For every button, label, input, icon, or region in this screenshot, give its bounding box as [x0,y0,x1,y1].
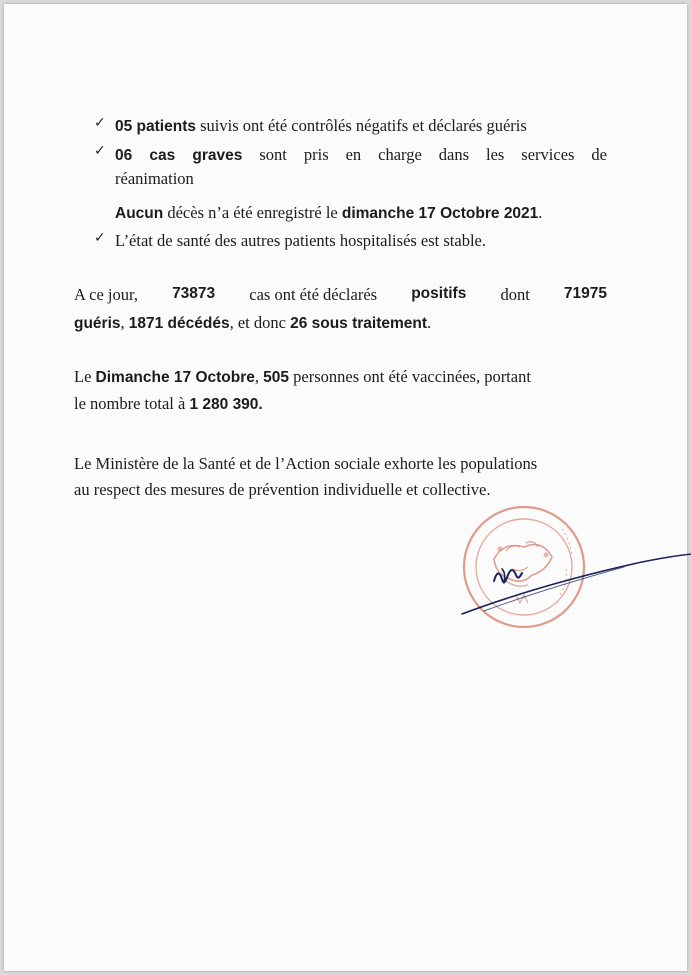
no-death-line: Aucun décès n’a été enregistré le dimanche 17 Octobre 2021. [115,203,543,222]
summary-line-2: guéris, 1871 décédés, et donc 26 sous traitement. [74,313,432,332]
bullet-stable-patients: L’état de santé des autres patients hospitalisés est stable. [115,231,487,250]
check-icon: ✓ [94,115,106,131]
vaccination-line-1: Le Dimanche 17 Octobre, 505 personnes ont été vaccinées, portant [74,367,531,386]
document-page [4,4,687,971]
vaccination-line-2: le nombre total à 1 280 390. [74,394,263,413]
check-icon: ✓ [94,143,106,159]
signature [462,554,691,614]
official-stamp-signature [454,499,691,649]
stamp-seal [464,507,584,627]
exhortation-line-2: au respect des mesures de prévention individuelle et collective. [74,480,491,499]
exhortation-line-1: Le Ministère de la Santé et de l’Action sociale exhorte les populations [74,454,538,473]
check-icon: ✓ [94,230,106,246]
bullet-severe-cases: 06 cas graves sont pris en charge dans les services de [115,145,607,164]
bullet-severe-cases-continuation: réanimation [115,169,194,188]
summary-line-1: A ce jour, 73873 cas ont été déclarés positifs dont 71975 [74,285,607,304]
bullet-recovered: 05 patients suivis ont été contrôlés négatifs et déclarés guéris [115,116,527,135]
